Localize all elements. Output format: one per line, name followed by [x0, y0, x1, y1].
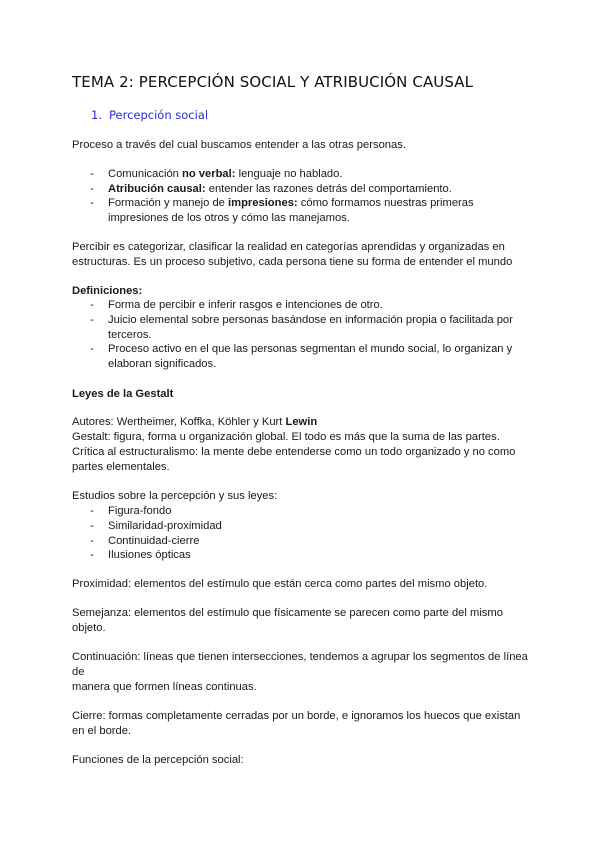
semejanza-paragraph: Semejanza: elementos del estímulo que físicamente se parecen como parte del mismo objeto.: [72, 607, 503, 634]
list-item: - Forma de percibir e inferir rasgos e intenciones de otro.: [90, 299, 383, 311]
intro-paragraph: Proceso a través del cual buscamos entender a las otras personas.: [72, 139, 406, 151]
list-item: - Similaridad-proximidad: [90, 520, 222, 532]
page-title: TEMA 2: PERCEPCIÓN SOCIAL Y ATRIBUCIÓN CAUSAL: [72, 73, 474, 91]
gestalt-heading: Leyes de la Gestalt: [72, 388, 174, 400]
list-item: - Figura-fondo: [90, 505, 172, 517]
proximidad-paragraph: Proximidad: elementos del estímulo que están cerca como partes del mismo objeto.: [72, 578, 488, 590]
section-heading-percepcion-social: [91, 108, 208, 122]
list-item: - Juicio elemental sobre personas basándose en información propia o facilitada por terceros.: [90, 314, 513, 341]
list-item: - Ilusiones ópticas: [90, 549, 191, 561]
autores-line: Autores: Wertheimer, Koffka, Köhler y Kurt Lewin: [72, 416, 318, 428]
list-item: - Atribución causal: entender las razones detrás del comportamiento.: [90, 183, 452, 195]
section-label: Percepción social: [109, 108, 209, 122]
percibir-paragraph: Percibir es categorizar, clasificar la realidad en categorías aprendidas y organizadas en estructuras. Es un proceso subjetivo, cada persona tiene su forma de entender el mundo: [72, 241, 513, 268]
critica-paragraph: Crítica al estructuralismo: la mente debe entenderse como un todo organizado y no como partes elementales.: [72, 446, 516, 473]
list-item: - Formación y manejo de impresiones: cómo formamos nuestras primeras impresiones de los otros y cómo las manejamos.: [90, 197, 474, 224]
section-number: 1.: [91, 108, 102, 122]
list-item: - Continuidad-cierre: [90, 535, 200, 547]
continuacion-line-2: manera que formen líneas continuas.: [72, 681, 257, 693]
gestalt-definition: Gestalt: figura, forma u organización global. El todo es más que la suma de las partes.: [72, 431, 500, 443]
list-item: - Comunicación no verbal: lenguaje no hablado.: [90, 168, 343, 180]
definiciones-heading: Definiciones:: [72, 285, 143, 297]
estudios-line: Estudios sobre la percepción y sus leyes:: [72, 490, 278, 502]
cierre-paragraph: Cierre: formas completamente cerradas por un borde, e ignoramos los huecos que existan en el borde.: [72, 710, 521, 737]
continuacion-line-1: Continuación: líneas que tienen intersecciones, tendemos a agrupar los segmentos de línea de: [72, 651, 528, 678]
funciones-line: Funciones de la percepción social:: [72, 754, 244, 766]
list-item: - Proceso activo en el que las personas segmentan el mundo social, lo organizan y elaboran significados.: [90, 343, 513, 370]
